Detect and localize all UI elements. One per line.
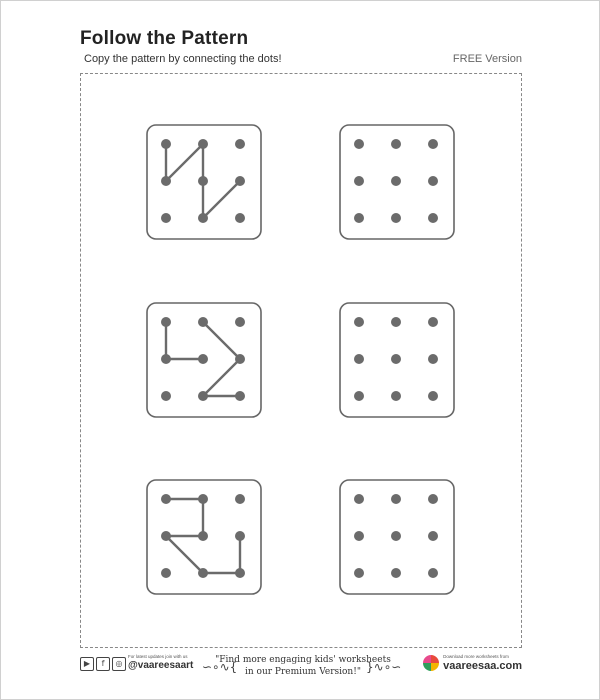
practice-dot-row-2-1-0 xyxy=(391,317,401,327)
example-dot-row-2-2-0 xyxy=(235,317,245,327)
brand-caption: Download more worksheets from xyxy=(443,654,509,659)
instructions: Copy the pattern by connecting the dots! xyxy=(84,53,282,65)
example-dot-row-2-0-1 xyxy=(161,354,171,364)
example-dot-row-1-2-2 xyxy=(235,213,245,223)
practice-dot-row-3-1-0 xyxy=(391,494,401,504)
example-dot-row-3-0-0 xyxy=(161,494,171,504)
practice-dot-row-1-0-0 xyxy=(354,139,364,149)
practice-dot-row-3-1-2 xyxy=(391,568,401,578)
example-dot-row-3-2-2 xyxy=(235,568,245,578)
example-dot-row-3-1-2 xyxy=(198,568,208,578)
example-dot-row-2-0-0 xyxy=(161,317,171,327)
practice-dot-row-2-1-2 xyxy=(391,391,401,401)
instagram-icon[interactable]: ◎ xyxy=(112,657,126,671)
swirl-left-icon: ∽∘∿{ xyxy=(202,660,238,674)
example-line-row-1-5 xyxy=(203,181,240,218)
example-dot-row-2-1-0 xyxy=(198,317,208,327)
example-dot-row-1-1-0 xyxy=(198,139,208,149)
practice-dot-row-1-0-2 xyxy=(354,213,364,223)
example-line-row-1-2 xyxy=(166,144,203,181)
practice-dot-row-2-2-0 xyxy=(428,317,438,327)
example-dot-row-2-2-1 xyxy=(235,354,245,364)
practice-dot-row-1-2-0 xyxy=(428,139,438,149)
promo-line-2: in our Premium Version!" xyxy=(245,667,361,677)
practice-dot-row-1-1-0 xyxy=(391,139,401,149)
youtube-icon[interactable]: ▶ xyxy=(80,657,94,671)
practice-dot-row-2-1-1 xyxy=(391,354,401,364)
swirl-right-icon: }∿∘∽ xyxy=(366,660,402,674)
example-dot-row-2-1-2 xyxy=(198,391,208,401)
practice-dot-row-3-0-0 xyxy=(354,494,364,504)
example-dot-row-1-2-0 xyxy=(235,139,245,149)
practice-dot-row-3-0-1 xyxy=(354,531,364,541)
practice-dot-row-2-2-1 xyxy=(428,354,438,364)
version-label: FREE Version xyxy=(452,53,522,65)
practice-dot-row-1-2-1 xyxy=(428,176,438,186)
example-dot-row-2-0-2 xyxy=(161,391,171,401)
brand-name: vaareesaa.com xyxy=(443,660,522,672)
practice-dot-row-2-0-2 xyxy=(354,391,364,401)
promo-line-1: "Find more engaging kids' worksheets xyxy=(215,655,391,665)
practice-dot-row-1-1-2 xyxy=(391,213,401,223)
practice-dot-row-1-2-2 xyxy=(428,213,438,223)
practice-dot-row-1-1-1 xyxy=(391,176,401,186)
example-dot-row-1-0-1 xyxy=(161,176,171,186)
brand-block[interactable] xyxy=(423,654,522,672)
practice-dot-row-3-0-2 xyxy=(354,568,364,578)
example-dot-row-3-0-2 xyxy=(161,568,171,578)
practice-dot-row-3-1-1 xyxy=(391,531,401,541)
practice-dot-row-3-2-2 xyxy=(428,568,438,578)
example-dot-row-3-0-1 xyxy=(161,531,171,541)
practice-dot-row-1-0-1 xyxy=(354,176,364,186)
social-handle[interactable]: @vaareesaart xyxy=(128,660,194,671)
practice-dot-row-2-0-1 xyxy=(354,354,364,364)
practice-dot-row-2-0-0 xyxy=(354,317,364,327)
example-dot-row-3-2-0 xyxy=(235,494,245,504)
brand-logo-icon xyxy=(423,655,439,671)
example-dot-row-1-0-0 xyxy=(161,139,171,149)
example-dot-row-1-1-2 xyxy=(198,213,208,223)
practice-dot-row-2-2-2 xyxy=(428,391,438,401)
footer xyxy=(80,654,522,684)
example-dot-row-3-1-0 xyxy=(198,494,208,504)
facebook-icon[interactable]: f xyxy=(96,657,110,671)
example-dot-row-1-1-1 xyxy=(198,176,208,186)
social-icons xyxy=(80,657,126,671)
practice-dot-row-3-2-0 xyxy=(428,494,438,504)
example-dot-row-3-2-1 xyxy=(235,531,245,541)
example-dot-row-1-2-1 xyxy=(235,176,245,186)
example-line-row-2-3 xyxy=(203,322,240,359)
example-line-row-3-4 xyxy=(166,536,203,573)
page-title: Follow the Pattern xyxy=(80,28,249,49)
social-caption: For latest updates join with us xyxy=(128,654,188,659)
practice-dot-row-3-2-1 xyxy=(428,531,438,541)
example-dot-row-2-2-2 xyxy=(235,391,245,401)
example-line-row-2-4 xyxy=(203,359,240,396)
example-dot-row-2-1-1 xyxy=(198,354,208,364)
example-dot-row-3-1-1 xyxy=(198,531,208,541)
example-dot-row-1-0-2 xyxy=(161,213,171,223)
